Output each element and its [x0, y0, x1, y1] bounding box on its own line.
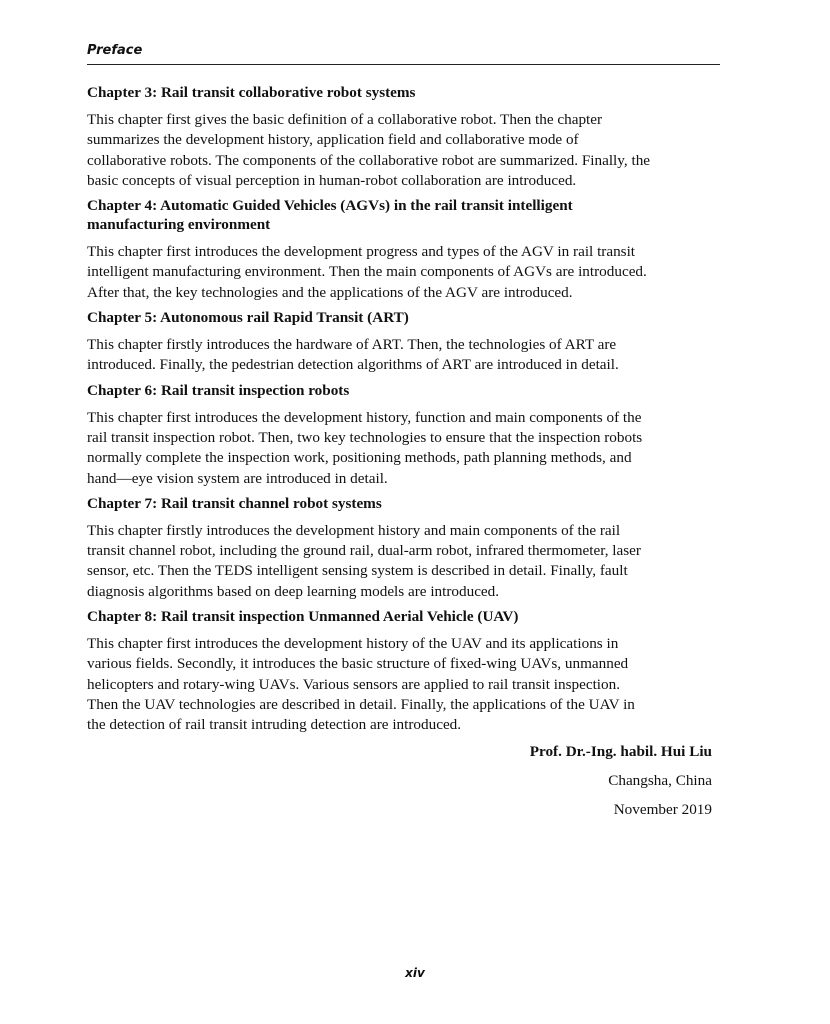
author-name: Prof. Dr.-Ing. habil. Hui Liu: [529, 742, 712, 760]
text-line: This chapter firstly introduces the hardware of ART. Then, the technologies of ART are: [87, 336, 617, 354]
chapter-section: [87, 494, 727, 602]
text-line: summarizes the development history, application field and collaborative mode of: [87, 131, 579, 149]
chapter-title: Chapter 3: Rail transit collaborative robot systems: [87, 84, 416, 101]
chapter-summary: [87, 521, 727, 602]
text-line: This chapter firstly introduces the development history and main components of the rail: [87, 521, 621, 539]
chapter-title: Chapter 6: Rail transit inspection robots: [87, 381, 350, 399]
text-line: collaborative robots. The components of the collaborative robot are summarized. Finally, the: [87, 151, 651, 169]
text-line: Then the UAV technologies are described in detail. Finally, the applications of the UAV in: [87, 695, 635, 713]
text-line: This chapter first introduces the development progress and types of the AGV in rail transit: [87, 243, 636, 261]
chapter-title: Chapter 7: Rail transit channel robot systems: [87, 494, 382, 512]
text-line: normally complete the inspection work, positioning methods, path planning methods, and: [87, 449, 632, 467]
chapter-summary: [87, 408, 727, 489]
text-line: helicopters and rotary-wing UAVs. Various sensors are applied to rail transit inspection.: [87, 675, 620, 693]
chapter-section: [87, 308, 727, 376]
chapter-section: [87, 607, 727, 735]
text-line: sensor, etc. Then the TEDS intelligent sensing system is described in detail. Finally, fault: [87, 562, 628, 580]
signature-date: November 2019: [613, 800, 712, 818]
text-line: This chapter first introduces the development history, function and main components of the: [87, 408, 642, 426]
chapter-title-line: Chapter 4: Automatic Guided Vehicles (AGVs) in the rail transit intelligent: [87, 197, 573, 215]
chapter-summary: [87, 110, 727, 191]
page-number: xiv: [405, 966, 425, 980]
chapter-title: Chapter 8: Rail transit inspection Unmanned Aerial Vehicle (UAV): [87, 608, 519, 626]
chapter-title: Chapter 5: Autonomous rail Rapid Transit (ART): [87, 309, 409, 327]
chapter-section: [87, 381, 727, 489]
text-line: basic concepts of visual perception in human-robot collaboration are introduced.: [87, 171, 577, 189]
text-line: intelligent manufacturing environment. Then the main components of AGVs are introduced.: [87, 263, 647, 281]
text-line: transit channel robot, including the ground rail, dual-arm robot, infrared thermometer, laser: [87, 542, 641, 560]
text-line: various fields. Secondly, it introduces the basic structure of fixed-wing UAVs, unmanned: [87, 655, 629, 673]
chapter-summary: [87, 242, 727, 303]
text-line: diagnosis algorithms based on deep learning models are introduced.: [87, 582, 500, 600]
text-line: the detection of rail transit intruding detection are introduced.: [87, 716, 462, 734]
text-line: This chapter first introduces the development history of the UAV and its applications in: [87, 635, 619, 653]
chapter-title: [87, 196, 727, 234]
running-header: [87, 41, 720, 65]
text-line: introduced. Finally, the pedestrian detection algorithms of ART are introduced in detail.: [87, 356, 619, 374]
running-title: Preface: [87, 43, 143, 58]
text-line: rail transit inspection robot. Then, two key technologies to ensure that the inspection robots: [87, 428, 643, 446]
chapter-section: [87, 196, 727, 303]
chapter-section: [87, 83, 727, 191]
preface-signature: [87, 742, 712, 820]
page-content: [87, 83, 727, 829]
text-line: This chapter first gives the basic definition of a collaborative robot. Then the chapter: [87, 111, 603, 128]
text-line: hand—eye vision system are introduced in detail.: [87, 469, 388, 487]
text-line: After that, the key technologies and the applications of the AGV are introduced.: [87, 283, 573, 301]
chapter-summary: [87, 335, 727, 376]
author-location: Changsha, China: [608, 771, 712, 789]
chapter-summary: [87, 634, 727, 735]
chapter-title-line: manufacturing environment: [87, 216, 271, 234]
